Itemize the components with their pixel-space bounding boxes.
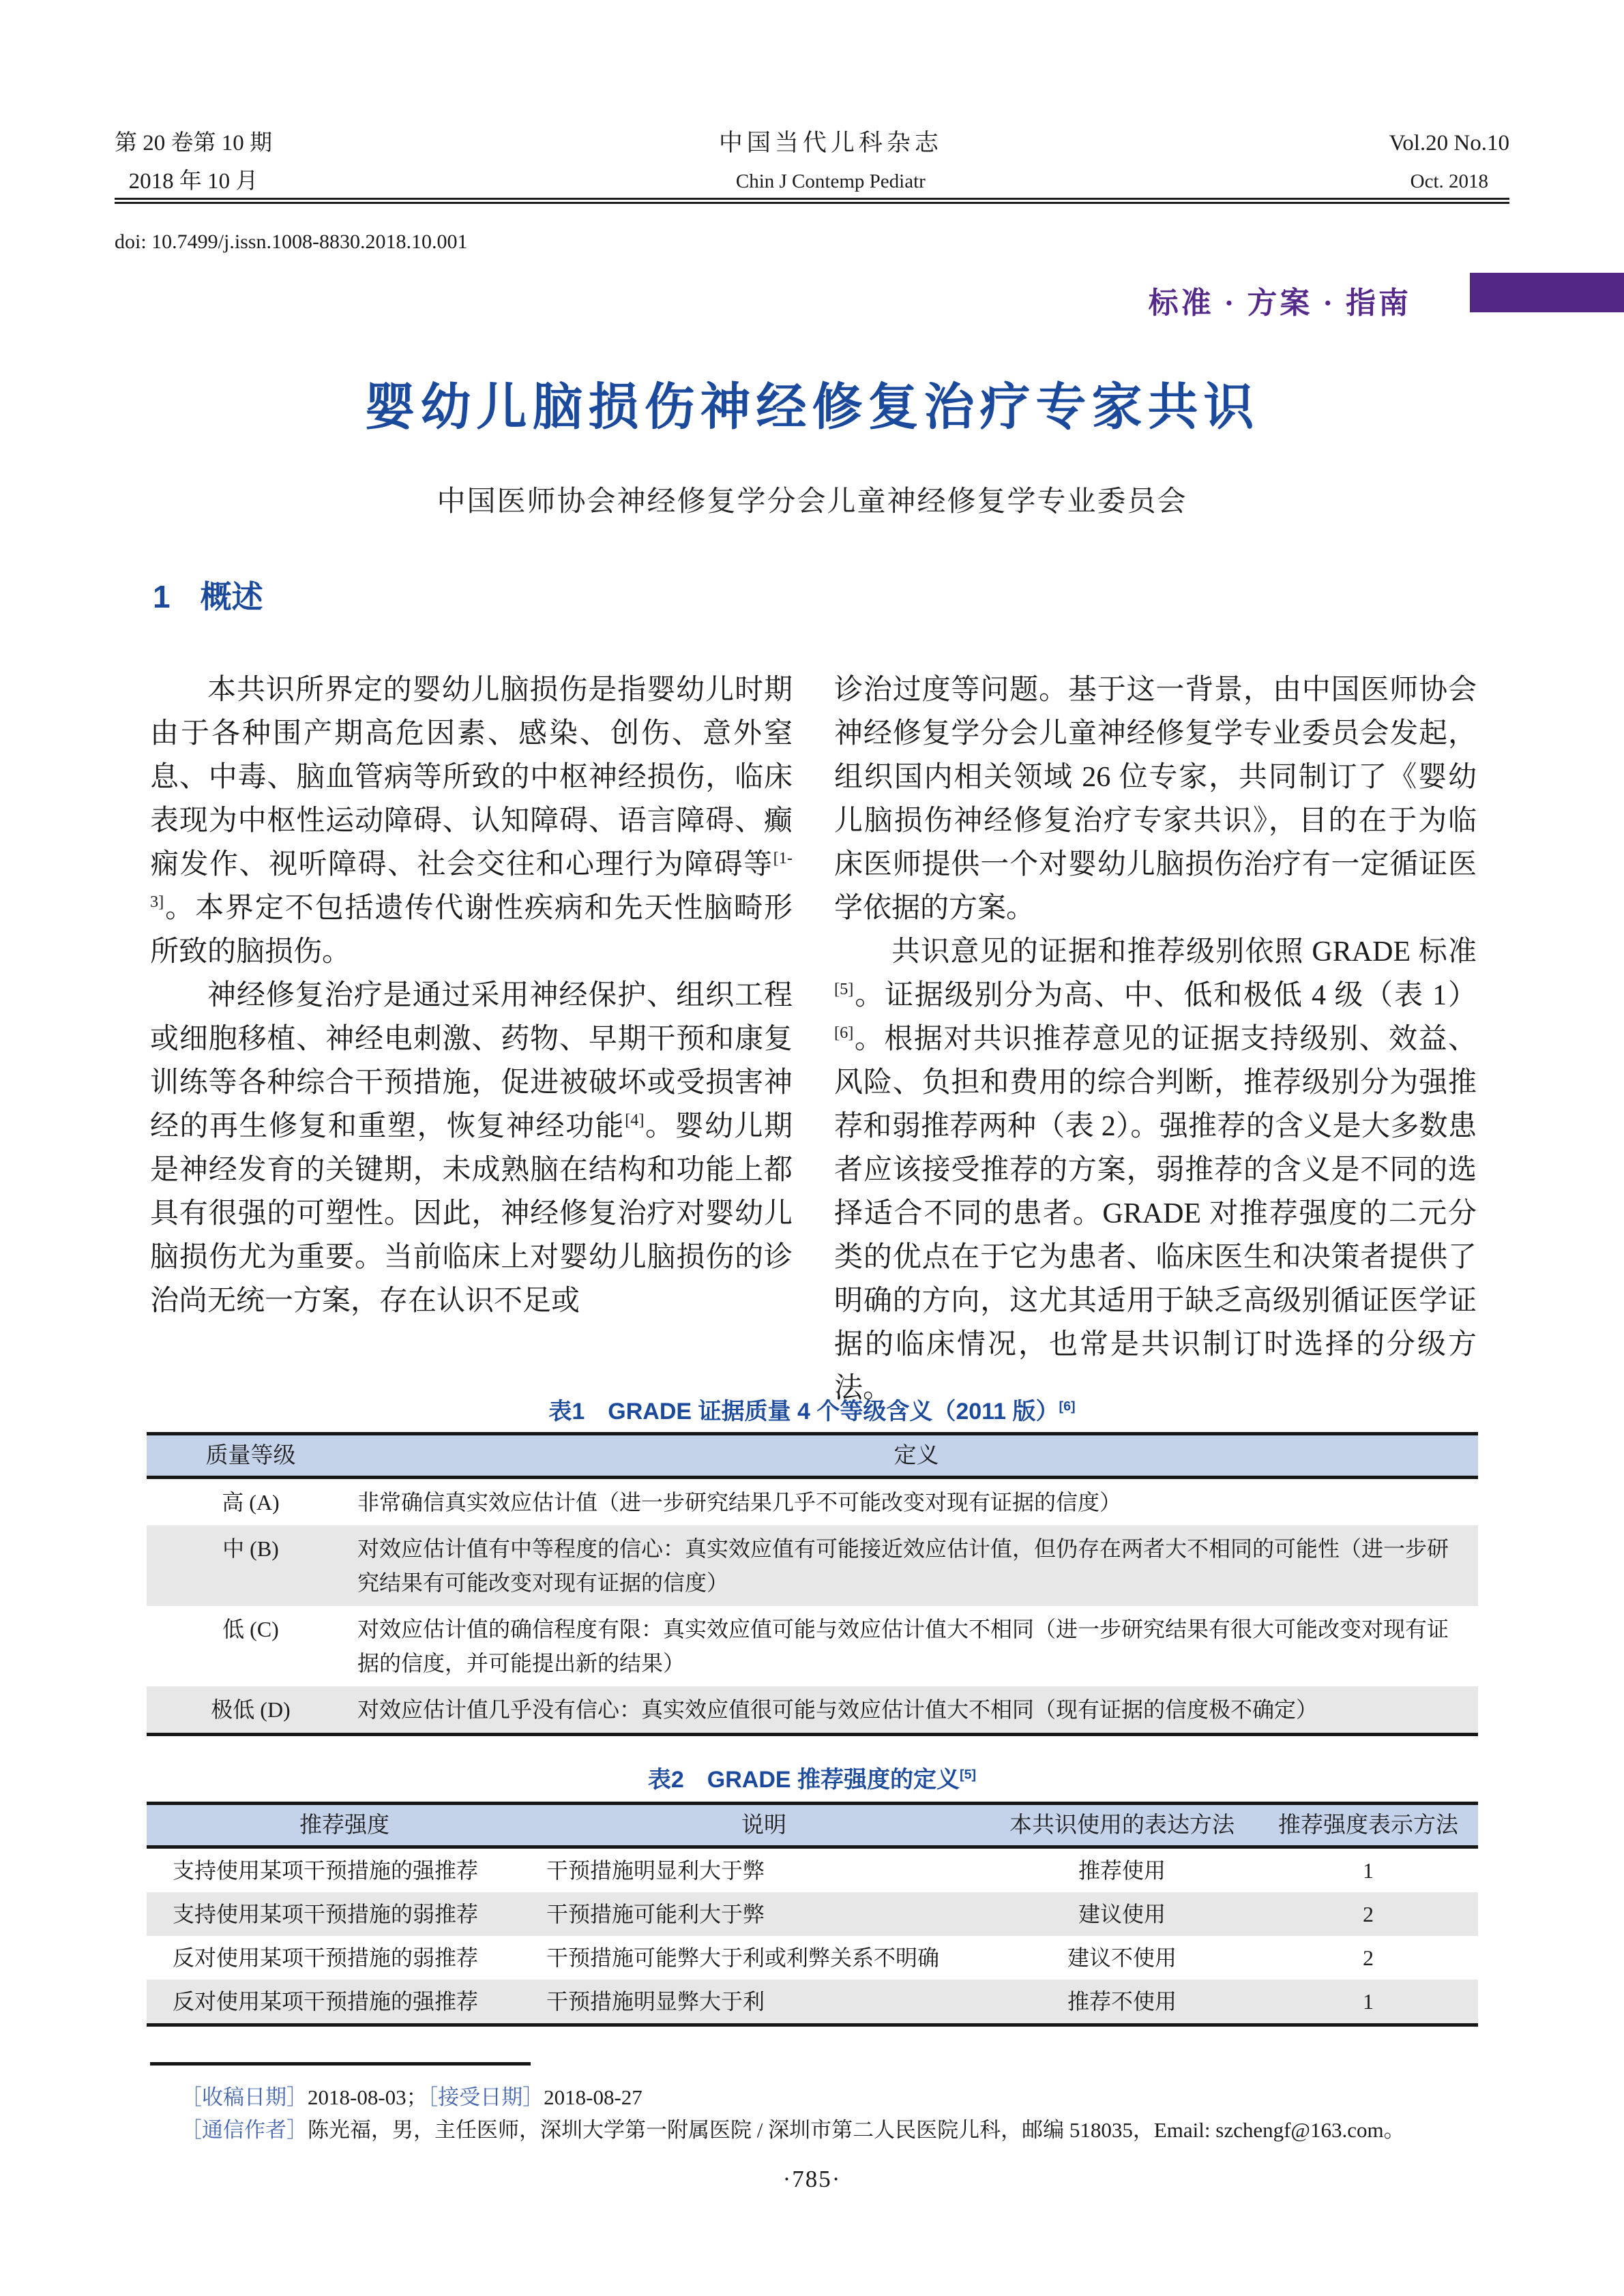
code-cell: 1	[1363, 1858, 1374, 1883]
table-row	[147, 1478, 1478, 1526]
table2-title-text: 表2 GRADE 推荐强度的定义	[647, 1767, 960, 1793]
table-row	[147, 1686, 1478, 1735]
code-cell: 2	[1363, 1902, 1374, 1926]
col-header-strength: 推荐强度	[299, 1813, 389, 1838]
grade-cell: 高 (A)	[222, 1490, 280, 1515]
col-header-expression: 本共识使用的表达方法	[1009, 1813, 1235, 1838]
definition-cell: 非常确信真实效应估计值（进一步研究结果几乎不可能改变对现有证据的信度）	[357, 1490, 1122, 1515]
code-cell: 1	[1363, 1989, 1374, 2014]
expression-cell: 推荐使用	[1078, 1858, 1166, 1883]
paragraph-text: 。本界定不包括遗传代谢性疾病和先天性脑畸形所致的脑损伤。	[150, 893, 793, 968]
definition-cell: 对效应估计值有中等程度的信心：真实效应值有可能接近效应估计值，但仍存在两者大不相同的可能性（进一步研究结果有可能改变对现有证据的信度）	[357, 1536, 1449, 1595]
grade-quality-table	[147, 1432, 1478, 1736]
received-accepted-line	[181, 2084, 1490, 2111]
head-left	[115, 124, 272, 200]
body-columns	[150, 580, 1477, 1410]
date-cn: 2018 年 10 月	[128, 169, 259, 194]
doi: doi: 10.7499/j.issn.1008-8830.2018.10.001	[115, 230, 468, 253]
table-row	[147, 1847, 1478, 1893]
note-cell: 干预措施可能利大于弊	[546, 1902, 765, 1926]
table-row	[147, 1892, 1478, 1936]
note-cell: 干预措施明显弊大于利	[546, 1989, 765, 2014]
left-column	[150, 580, 793, 1410]
grade-cell: 极低 (D)	[211, 1697, 291, 1722]
paragraph-text: 神经修复治疗是通过采用神经保护、组织工程或细胞移植、神经电刺激、药物、早期干预和康复训练等各种综合干预措施，促进被破坏或受损害神经的再生修复和重塑，恢复神经功能	[150, 980, 793, 1142]
col-header-grade: 质量等级	[205, 1443, 296, 1468]
corresponding-author-line	[181, 2117, 1490, 2144]
strength-cell: 反对使用某项干预措施的弱推荐	[173, 1945, 479, 1970]
journal-running-head	[115, 124, 1509, 200]
paragraph	[150, 668, 793, 974]
section-heading	[153, 580, 793, 614]
head-center	[719, 124, 943, 200]
page-number: ·785·	[782, 2166, 842, 2192]
corresponding-author-value: 陈光福，男，主任医师，深圳大学第一附属医院 / 深圳市第二人民医院儿科，邮编 518035，Email: szchengf@163.com。	[308, 2118, 1405, 2142]
grade-cell: 低 (C)	[222, 1617, 279, 1641]
category-tag: 标准 · 方案 · 指南	[1148, 286, 1411, 320]
expression-cell: 推荐不使用	[1067, 1989, 1177, 2014]
table1-title-text: 表1 GRADE 证据质量 4 个等级含义（2011 版）	[548, 1399, 1059, 1425]
date-en: Oct. 2018	[1410, 170, 1489, 192]
note-cell: 干预措施可能弊大于利或利弊关系不明确	[546, 1945, 940, 1970]
received-date-value: 2018-08-03；	[308, 2085, 428, 2109]
reference-superscript: [6]	[1059, 1399, 1076, 1414]
section-title: 概述	[200, 579, 263, 614]
strength-cell: 支持使用某项干预措施的弱推荐	[173, 1902, 479, 1926]
definition-cell: 对效应估计值几乎没有信心：真实效应值很可能与效应估计值大不相同（现有证据的信度极不确定）	[357, 1697, 1318, 1722]
code-cell: 2	[1363, 1945, 1374, 1970]
accepted-date-label: ［接受日期］	[427, 2085, 544, 2109]
paragraph-text: 共识意见的证据和推荐级别依照 GRADE 标准	[891, 936, 1477, 968]
paragraph	[150, 974, 793, 1323]
reference-superscript: [5]	[960, 1767, 977, 1783]
paragraph-text: 。证据级别分为高、中、低和极低 4 级（表 1）	[853, 980, 1477, 1011]
volume-issue-en: Vol.20 No.10	[1389, 131, 1509, 155]
received-date-label: ［收稿日期］	[181, 2085, 308, 2109]
col-header-code: 推荐强度表示方法	[1278, 1813, 1458, 1838]
journal-name-cn: 中国当代儿科杂志	[718, 130, 943, 156]
table-header-row	[147, 1434, 1478, 1478]
expression-cell: 建议使用	[1078, 1902, 1166, 1926]
note-cell: 干预措施明显利大于弊	[546, 1858, 765, 1883]
table-header-row	[147, 1804, 1478, 1847]
accepted-date-value: 2018-08-27	[544, 2085, 643, 2109]
reference-superscript: [4]	[625, 1111, 645, 1129]
head-right	[1389, 124, 1509, 200]
table-row	[147, 1980, 1478, 2025]
article-title: 婴幼儿脑损伤神经修复治疗专家共识	[364, 380, 1260, 436]
paragraph-text: 诊治过度等问题。基于这一背景，由中国医师协会神经修复学分会儿童神经修复学专业委员会发起，组织国内相关领域 26 位专家，共同制订了《婴幼儿脑损伤神经修复治疗专家共识》，目的在于为临床医师提供一个对婴幼儿脑损伤治疗有一定循证医学依据的方案。	[834, 674, 1477, 924]
table-row	[147, 1525, 1478, 1606]
category-color-block	[1470, 273, 1624, 312]
table2-title	[0, 1761, 1624, 1794]
paragraph-text: 。根据对共识推荐意见的证据支持级别、效益、风险、负担和费用的综合判断，推荐级别分为强推荐和弱推荐两种（表 2）。强推荐的含义是大多数患者应该接受推荐的方案，弱推荐的含义是不同的选择适合不同的患者。GRADE 对推荐强度的二元分类的优点在于它为患者、临床医生和决策者提供了明确的方向，这尤其适用于缺乏高级别循证医学证据的临床情况，也常是共识制订时选择的分级方法。	[834, 1024, 1477, 1404]
col-header-definition: 定义	[894, 1443, 939, 1468]
article-author: 中国医师协会神经修复学分会儿童神经修复学专业委员会	[437, 486, 1187, 518]
strength-cell: 反对使用某项干预措施的强推荐	[173, 1989, 479, 2014]
volume-issue-cn: 第 20 卷第 10 期	[115, 131, 272, 155]
right-column	[834, 580, 1477, 1410]
grade-cell: 中 (B)	[222, 1536, 279, 1561]
definition-cell: 对效应估计值的确信程度有限：真实效应值可能与效应估计值大不相同（进一步研究结果有很大可能改变对现有证据的信度，并可能提出新的结果）	[357, 1617, 1449, 1675]
paragraph-text: 本共识所界定的婴幼儿脑损伤是指婴幼儿时期由于各种围产期高危因素、感染、创伤、意外窒息、中毒、脑血管病等所致的中枢神经损伤，临床表现为中枢性运动障碍、认知障碍、语言障碍、癫痫发作、视听障碍、社会交往和心理行为障碍等	[150, 674, 793, 880]
expression-cell: 建议不使用	[1067, 1945, 1177, 1970]
reference-superscript: [1-3]	[150, 849, 793, 911]
strength-cell: 支持使用某项干预措施的强推荐	[173, 1858, 479, 1883]
paragraph-text: 。婴幼儿期是神经发育的关键期，未成熟脑在结构和功能上都具有很强的可塑性。因此，神经修复治疗对婴幼儿脑损伤尤为重要。当前临床上对婴幼儿脑损伤的诊治尚无统一方案，存在认识不足或	[150, 1111, 793, 1317]
paragraph	[834, 668, 1477, 930]
recommendation-strength-table	[147, 1802, 1478, 2027]
table-row	[147, 1606, 1478, 1686]
paragraph	[834, 930, 1477, 1410]
section-number: 1	[153, 579, 171, 614]
col-header-note: 说明	[741, 1813, 786, 1838]
journal-name-en: Chin J Contemp Pediatr	[735, 170, 926, 192]
header-divider	[115, 198, 1509, 204]
reference-superscript: [5]	[834, 980, 854, 998]
corresponding-author-label: ［通信作者］	[181, 2118, 308, 2142]
table1-title	[0, 1392, 1624, 1426]
reference-superscript: [6]	[834, 1024, 854, 1042]
footnote-divider	[150, 2062, 531, 2066]
table-row	[147, 1936, 1478, 1980]
